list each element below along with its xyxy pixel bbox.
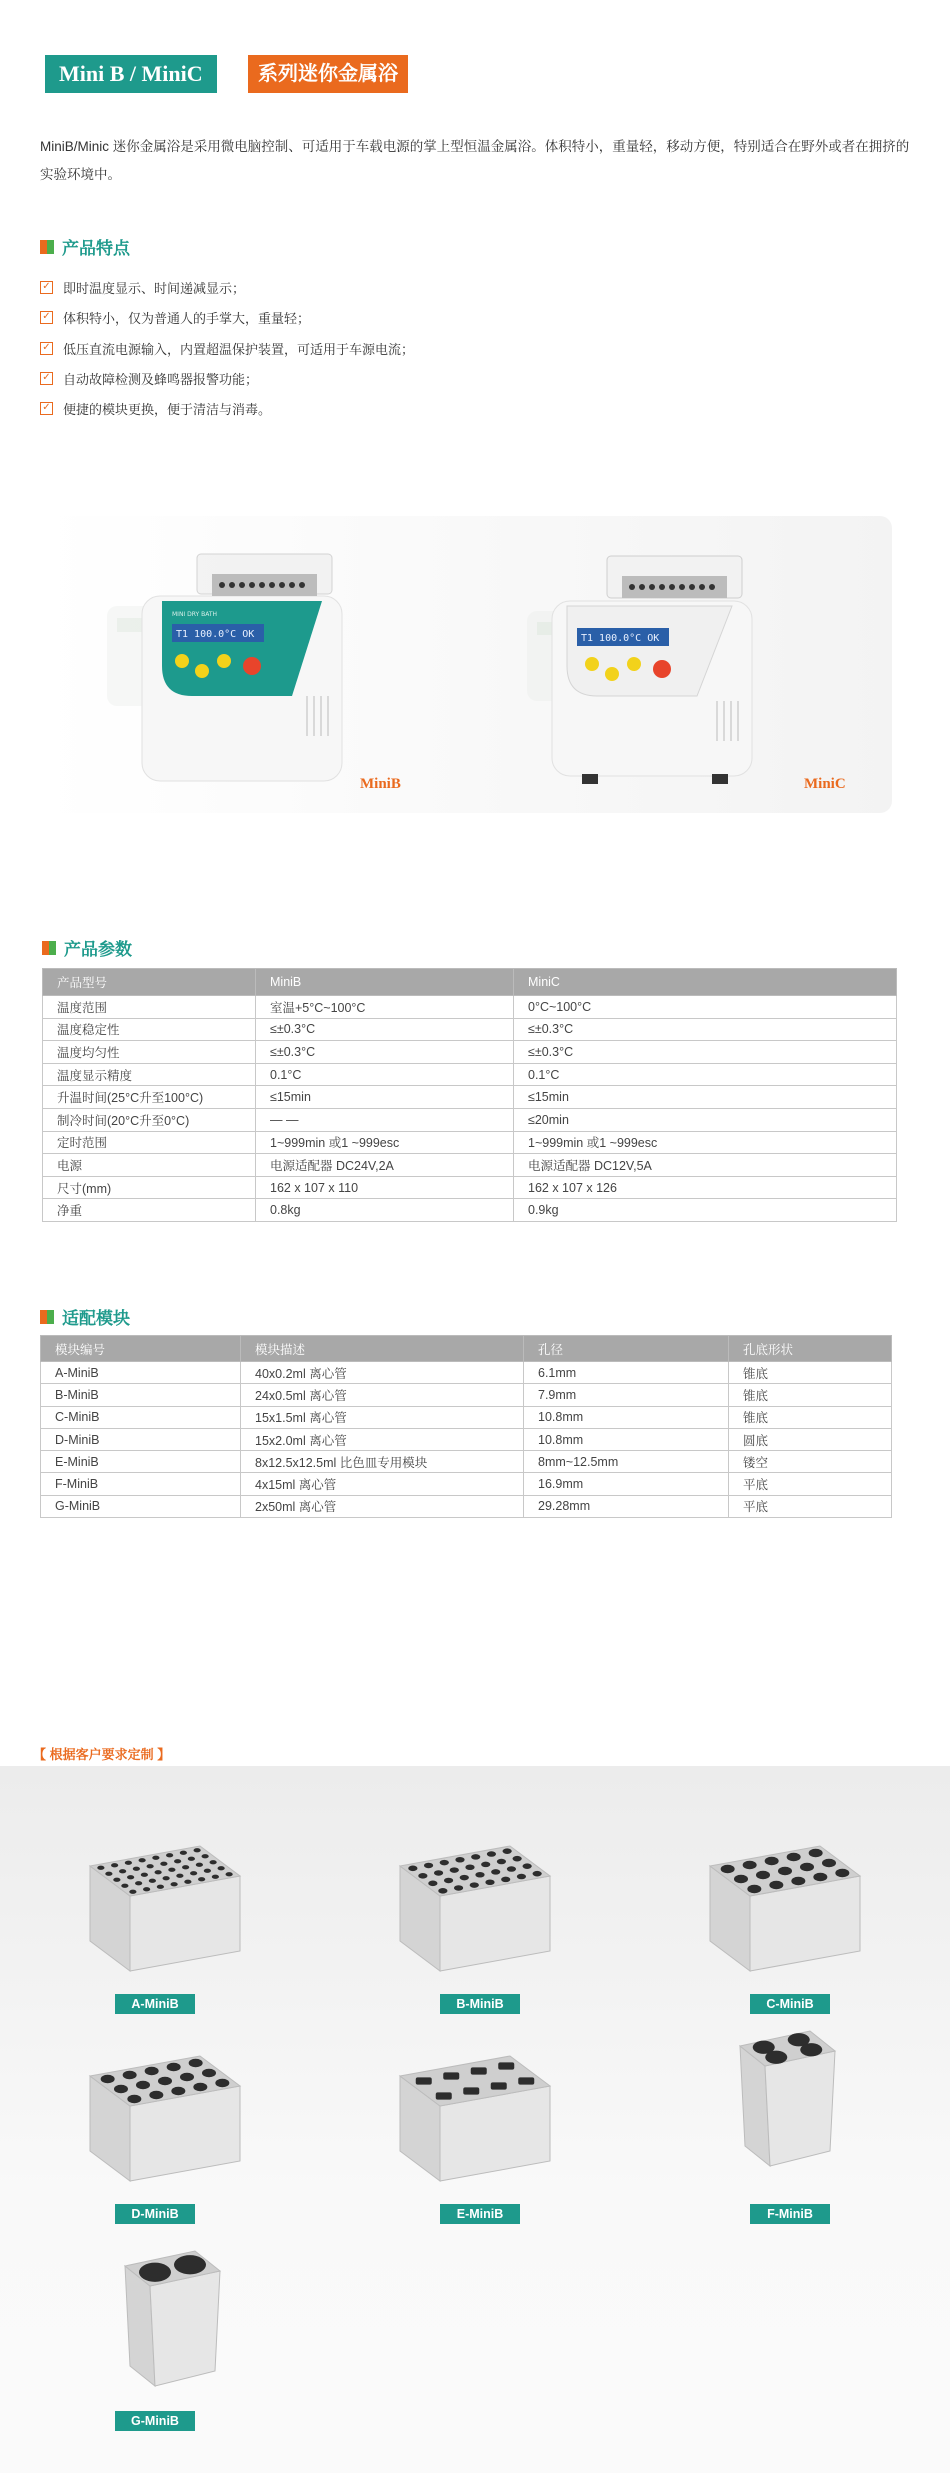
table-row: [43, 1018, 897, 1041]
module-block-image: [390, 1836, 560, 1986]
list-item: ✓ 低压直流电源输入，内置超温保护装置，可适用于车源电流；: [40, 339, 640, 358]
table-row: [41, 1451, 892, 1473]
table-cell: ≤15min: [514, 1086, 897, 1109]
table-cell: ≤±0.3°C: [256, 1041, 514, 1064]
params-table: [42, 968, 897, 1222]
table-cell: 锥底: [729, 1384, 892, 1406]
module-block-image: [80, 1836, 250, 1986]
table-cell: 15x1.5ml 离心管: [241, 1406, 524, 1428]
module-block-image: [80, 2046, 250, 2196]
table-row: [41, 1362, 892, 1384]
table-cell: 29.28mm: [524, 1495, 729, 1517]
module-block-image: [390, 2046, 560, 2196]
table-cell: 温度稳定性: [43, 1018, 256, 1041]
module-label: C-MiniB: [750, 1994, 830, 2014]
check-icon: ✓: [40, 372, 53, 385]
list-item: ✓ 即时温度显示、时间递减显示；: [40, 278, 640, 297]
table-cell: 0.9kg: [514, 1199, 897, 1222]
minic-screen-text: T1 100.0°C OK: [581, 633, 660, 644]
table-cell: G-MiniB: [41, 1495, 241, 1517]
table-row: [41, 1406, 892, 1428]
table-cell: 4x15ml 离心管: [241, 1473, 524, 1495]
check-icon: ✓: [40, 342, 53, 355]
table-cell: — —: [256, 1108, 514, 1131]
table-cell: 室温+5°C~100°C: [256, 996, 514, 1019]
table-cell: 定时范围: [43, 1131, 256, 1154]
table-row: [43, 1108, 897, 1131]
table-cell: 电源适配器 DC12V,5A: [514, 1154, 897, 1177]
section-marker-icon: [40, 1310, 54, 1324]
table-row: [41, 1495, 892, 1517]
table-cell: 锥底: [729, 1406, 892, 1428]
table-cell: A-MiniB: [41, 1362, 241, 1384]
table-cell: 1~999min 或1 ~999esc: [256, 1131, 514, 1154]
table-cell: 162 x 107 x 126: [514, 1176, 897, 1199]
params-heading: 产品参数: [42, 935, 132, 960]
title-model: Mini B / MiniC: [45, 55, 217, 93]
table-cell: 平底: [729, 1473, 892, 1495]
table-cell: 制冷时间(20°C升至0°C): [43, 1108, 256, 1131]
module-label: E-MiniB: [440, 2204, 520, 2224]
table-cell: 镂空: [729, 1451, 892, 1473]
table-cell: 升温时间(25°C升至100°C): [43, 1086, 256, 1109]
minib-screen-text: T1 100.0°C OK: [176, 629, 255, 640]
table-row: [43, 1176, 897, 1199]
table-cell: 16.9mm: [524, 1473, 729, 1495]
table-cell: ≤±0.3°C: [514, 1018, 897, 1041]
list-item: ✓ 自动故障检测及蜂鸣器报警功能；: [40, 369, 640, 388]
table-cell: 0.1°C: [514, 1063, 897, 1086]
table-cell: ≤15min: [256, 1086, 514, 1109]
table-cell: 平底: [729, 1495, 892, 1517]
table-header-row: 产品型号 MiniB MiniC: [43, 969, 897, 996]
table-cell: 10.8mm: [524, 1406, 729, 1428]
table-row: [43, 1086, 897, 1109]
table-cell: ≤±0.3°C: [514, 1041, 897, 1064]
table-cell: 锥底: [729, 1362, 892, 1384]
table-cell: ≤20min: [514, 1108, 897, 1131]
table-cell: 温度范围: [43, 996, 256, 1019]
table-cell: 8mm~12.5mm: [524, 1451, 729, 1473]
module-label: A-MiniB: [115, 1994, 195, 2014]
module-label: G-MiniB: [115, 2411, 195, 2431]
table-cell: F-MiniB: [41, 1473, 241, 1495]
check-icon: ✓: [40, 281, 53, 294]
table-cell: 162 x 107 x 110: [256, 1176, 514, 1199]
table-row: [41, 1428, 892, 1450]
feature-list: [40, 278, 640, 429]
table-cell: 15x2.0ml 离心管: [241, 1428, 524, 1450]
section-marker-icon: [42, 941, 56, 955]
features-heading: 产品特点: [40, 234, 130, 259]
check-icon: ✓: [40, 402, 53, 415]
table-cell: ≤±0.3°C: [256, 1018, 514, 1041]
table-cell: 24x0.5ml 离心管: [241, 1384, 524, 1406]
table-cell: B-MiniB: [41, 1384, 241, 1406]
table-row: [43, 996, 897, 1019]
intro-text: MiniB/Minic 迷你金属浴是采用微电脑控制、可适用于车载电源的掌上型恒温金属浴。体积特小，重量轻，移动方便，特别适合在野外或者在拥挤的实验环境中。: [40, 139, 910, 182]
table-row: [43, 1154, 897, 1177]
table-cell: 2x50ml 离心管: [241, 1495, 524, 1517]
table-cell: 电源: [43, 1154, 256, 1177]
table-cell: E-MiniB: [41, 1451, 241, 1473]
minib-label: MiniB: [360, 776, 401, 792]
module-block-image: [700, 1836, 870, 1986]
table-row: [43, 1131, 897, 1154]
check-icon: ✓: [40, 311, 53, 324]
modules-heading: 适配模块: [40, 1304, 130, 1329]
module-block-image: [720, 2026, 890, 2176]
list-item: ✓ 体积特小，仅为普通人的手掌大，重量轻；: [40, 308, 640, 327]
module-gallery: [0, 1766, 950, 2473]
table-cell: 10.8mm: [524, 1428, 729, 1450]
table-cell: 尺寸(mm): [43, 1176, 256, 1199]
module-label: F-MiniB: [750, 2204, 830, 2224]
title-series: 系列迷你金属浴: [248, 55, 408, 93]
table-cell: 0.8kg: [256, 1199, 514, 1222]
module-block-image: [105, 2246, 275, 2396]
table-cell: D-MiniB: [41, 1428, 241, 1450]
minib-brand: MINI DRY BATH: [172, 611, 218, 618]
table-row: [43, 1041, 897, 1064]
table-cell: 电源适配器 DC24V,2A: [256, 1154, 514, 1177]
minic-device-image: [522, 546, 862, 796]
minib-device-image: [102, 546, 442, 796]
table-row: [41, 1473, 892, 1495]
table-row: [43, 1199, 897, 1222]
module-label: D-MiniB: [115, 2204, 195, 2224]
table-row: [41, 1384, 892, 1406]
table-cell: 0.1°C: [256, 1063, 514, 1086]
list-item: ✓ 便捷的模块更换，便于清洁与消毒。: [40, 399, 640, 418]
table-cell: 0°C~100°C: [514, 996, 897, 1019]
section-marker-icon: [40, 240, 54, 254]
table-cell: 6.1mm: [524, 1362, 729, 1384]
custom-note: 【 根据客户要求定制 】: [33, 1747, 171, 1762]
table-cell: 圆底: [729, 1428, 892, 1450]
table-cell: 8x12.5x12.5ml 比色皿专用模块: [241, 1451, 524, 1473]
table-cell: 1~999min 或1 ~999esc: [514, 1131, 897, 1154]
table-cell: 温度均匀性: [43, 1041, 256, 1064]
table-cell: 7.9mm: [524, 1384, 729, 1406]
table-cell: 40x0.2ml 离心管: [241, 1362, 524, 1384]
modules-table: [40, 1335, 892, 1518]
product-image-panel: [42, 516, 892, 813]
table-cell: 温度显示精度: [43, 1063, 256, 1086]
minic-label: MiniC: [804, 776, 846, 792]
table-cell: C-MiniB: [41, 1406, 241, 1428]
table-row: [43, 1063, 897, 1086]
table-cell: 净重: [43, 1199, 256, 1222]
module-label: B-MiniB: [440, 1994, 520, 2014]
table-header-row: 模块编号 模块描述 孔径 孔底形状: [41, 1336, 892, 1362]
